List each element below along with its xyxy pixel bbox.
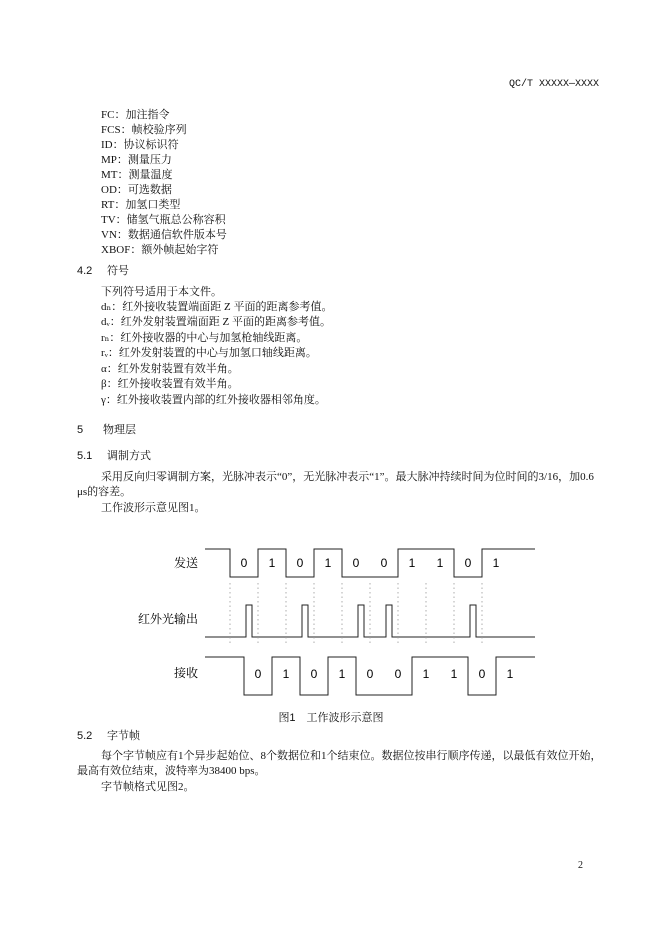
receive-bit-label: 0 xyxy=(310,667,318,681)
label-ir-output: 红外光输出 xyxy=(137,612,198,626)
section-heading-5 xyxy=(77,423,136,438)
waveform-figure xyxy=(0,535,662,705)
figure-caption: 图1 工作波形示意图 xyxy=(278,712,384,724)
symbol-item: α：红外发射装置有效半角。 xyxy=(101,363,239,375)
abbreviation-item: MP：测量压力 xyxy=(101,154,172,166)
send-bit-label: 0 xyxy=(296,556,304,570)
page-number: 2 xyxy=(578,860,583,871)
section-title: 调制方式 xyxy=(107,450,151,462)
send-bit-label: 1 xyxy=(324,556,332,570)
abbreviation-item: XBOF：额外帧起始字符 xyxy=(101,244,219,256)
section-title: 符号 xyxy=(107,265,129,277)
document-code: QC/T XXXXX—XXXX xyxy=(508,79,599,90)
receive-bit-label: 1 xyxy=(506,667,514,681)
send-bit-label: 0 xyxy=(240,556,248,570)
abbreviation-item: VN：数据通信软件版本号 xyxy=(101,229,227,241)
label-send: 发送 xyxy=(173,556,198,570)
receive-bit-label: 1 xyxy=(450,667,458,681)
abbreviation-item: FCS：帧校验序列 xyxy=(101,124,187,136)
symbols-intro: 下列符号适用于本文件。 xyxy=(101,286,222,298)
abbreviation-item: ID：协议标识符 xyxy=(101,139,179,151)
symbol-item: dₙ：红外接收装置端面距 Z 平面的距离参考值。 xyxy=(101,301,333,313)
send-waveform xyxy=(205,549,535,577)
receive-bit-label: 1 xyxy=(422,667,430,681)
section-number: 5 xyxy=(77,424,84,436)
symbol-item: dᵥ：红外发射装置端面距 Z 平面的距离参考值。 xyxy=(101,316,331,328)
receive-bit-label: 0 xyxy=(478,667,486,681)
symbol-item: rᵥ：红外发射装置的中心与加氢口轴线距离。 xyxy=(101,347,317,359)
paragraph-modulation xyxy=(77,470,603,500)
receive-bit-label: 1 xyxy=(282,667,290,681)
section-title: 字节帧 xyxy=(107,730,140,742)
section-number: 4.2 xyxy=(77,265,93,277)
send-bit-label: 1 xyxy=(436,556,444,570)
symbol-item: β：红外接收装置有效半角。 xyxy=(101,378,239,390)
symbol-item: γ：红外接收装置内部的红外接收器相邻角度。 xyxy=(101,394,326,406)
send-bit-label: 0 xyxy=(464,556,472,570)
label-receive: 接收 xyxy=(173,666,198,680)
paragraph-text: 采用反向归零调制方案，光脉冲表示“0”，无光脉冲表示“1”。最大脉冲持续时间为位时间的3/16，加0.6 μs的容差。 xyxy=(77,471,594,498)
send-bit-label: 0 xyxy=(352,556,360,570)
send-bit-label: 1 xyxy=(268,556,276,570)
section-number: 5.2 xyxy=(77,730,93,742)
paragraph-figure-ref xyxy=(77,501,603,516)
ir-output-waveform xyxy=(205,605,535,637)
abbreviation-item: OD：可选数据 xyxy=(101,184,172,196)
section-number: 5.1 xyxy=(77,450,93,462)
abbreviation-item: TV：储氢气瓶总公称容积 xyxy=(101,214,226,226)
paragraph-figure2-ref xyxy=(77,780,603,795)
send-bit-label: 1 xyxy=(408,556,416,570)
symbol-item: rₙ：红外接收器的中心与加氢枪轴线距离。 xyxy=(101,332,308,344)
abbreviation-item: RT：加氢口类型 xyxy=(101,199,181,211)
paragraph-byte-frame xyxy=(77,749,603,779)
section-heading-4-2 xyxy=(77,264,129,279)
section-title: 物理层 xyxy=(103,424,136,436)
receive-bit-label: 1 xyxy=(338,667,346,681)
section-heading-5-1 xyxy=(77,449,151,464)
abbreviation-item: FC：加注指令 xyxy=(101,109,170,121)
send-bit-label: 1 xyxy=(492,556,500,570)
paragraph-text: 每个字节帧应有1个异步起始位、8个数据位和1个结束位。数据位按串行顺序传递，以最低有效位开始，最高有效位结束，波特率为38400 bps。 xyxy=(77,750,602,777)
receive-bit-label: 0 xyxy=(366,667,374,681)
receive-bit-label: 0 xyxy=(394,667,402,681)
receive-bit-label: 0 xyxy=(254,667,262,681)
paragraph-text: 工作波形示意见图1。 xyxy=(101,502,206,514)
paragraph-text: 字节帧格式见图2。 xyxy=(101,781,195,793)
section-heading-5-2 xyxy=(77,729,140,744)
abbreviation-item: MT：测量温度 xyxy=(101,169,173,181)
send-bit-label: 0 xyxy=(380,556,388,570)
